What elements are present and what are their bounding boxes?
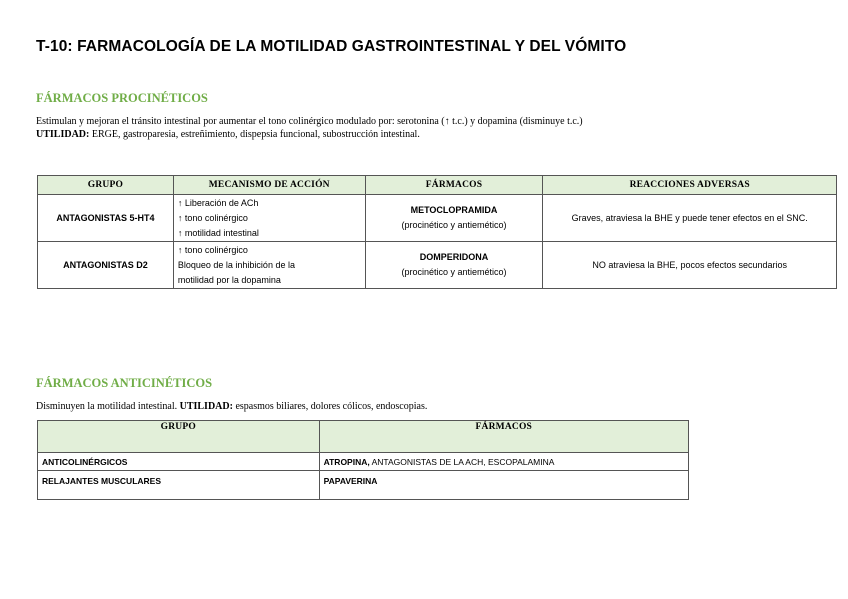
anticineticos-intro-text: Disminuyen la motilidad intestinal. (36, 401, 180, 412)
cell-reacciones: NO atraviesa la BHE, pocos efectos secundarios (543, 242, 837, 289)
farmaco-bold: PAPAVERINA (323, 476, 378, 486)
anticineticos-intro (36, 400, 427, 413)
mecanismo-line: Bloqueo de la inhibición de la (177, 259, 295, 270)
procineticos-heading: FÁRMACOS PROCINÉTICOS (36, 91, 208, 105)
header-farmacos: FÁRMACOS (319, 421, 688, 453)
table-header-row (38, 421, 689, 453)
table-row (38, 242, 837, 289)
cell-farmaco (319, 453, 688, 471)
header-reacciones: REACCIONES ADVERSAS (543, 176, 837, 195)
cell-reacciones: Graves, atraviesa la BHE y puede tener efectos en el SNC. (543, 195, 837, 242)
procineticos-utilidad-label: UTILIDAD: (36, 129, 90, 140)
header-grupo: GRUPO (38, 176, 174, 195)
procineticos-utilidad-text: ERGE, gastroparesia, estreñimiento, dispepsia funcional, subostrucción intestinal. (89, 129, 420, 140)
farmaco-bold: ATROPINA, (323, 457, 370, 467)
header-mecanismo: MECANISMO DE ACCIÓN (173, 176, 365, 195)
cell-grupo: ANTAGONISTAS D2 (38, 242, 174, 289)
table-header-row (38, 176, 837, 195)
cell-mecanismo (173, 195, 365, 242)
anticineticos-utilidad-text: espasmos biliares, dolores cólicos, endoscopias. (232, 401, 428, 412)
cell-grupo: RELAJANTES MUSCULARES (38, 471, 320, 500)
procineticos-table (37, 175, 837, 289)
farmaco-note: (procinético y antiemético) (401, 220, 507, 230)
cell-farmaco (365, 195, 543, 242)
procineticos-intro-text: Estimulan y mejoran el tránsito intestinal por aumentar el tono colinérgico modulado por: serotonina (↑ t.c.) y dopamina (disminuye t.c.) (36, 116, 583, 127)
anticineticos-table (37, 420, 689, 500)
farmaco-rest: ANTAGONISTAS DE LA ACH, ESCOPALAMINA (369, 457, 555, 467)
mecanismo-line: motilidad por la dopamina (177, 274, 281, 285)
header-grupo: GRUPO (38, 421, 320, 453)
table-row (38, 195, 837, 242)
table-row (38, 471, 689, 500)
farmaco-name: DOMPERIDONA (419, 252, 489, 262)
cell-mecanismo (173, 242, 365, 289)
cell-farmaco (319, 471, 688, 500)
mecanismo-line: ↑ motilidad intestinal (177, 227, 259, 238)
cell-grupo: ANTICOLINÉRGICOS (38, 453, 320, 471)
farmaco-name: METOCLOPRAMIDA (410, 205, 498, 215)
header-farmacos: FÁRMACOS (365, 176, 543, 195)
cell-grupo: ANTAGONISTAS 5-HT4 (38, 195, 174, 242)
mecanismo-line: ↑ tono colinérgico (177, 212, 248, 223)
mecanismo-line: ↑ tono colinérgico (177, 244, 248, 255)
procineticos-intro (36, 115, 583, 141)
table-row (38, 453, 689, 471)
farmaco-note: (procinético y antiemético) (401, 267, 507, 277)
page-title: T-10: FARMACOLOGÍA DE LA MOTILIDAD GASTROINTESTINAL Y DEL VÓMITO (36, 38, 627, 55)
mecanismo-line: ↑ Liberación de ACh (177, 197, 259, 208)
anticineticos-utilidad-label: UTILIDAD: (179, 401, 233, 412)
anticineticos-heading: FÁRMACOS ANTICINÉTICOS (36, 376, 213, 390)
cell-farmaco (365, 242, 543, 289)
